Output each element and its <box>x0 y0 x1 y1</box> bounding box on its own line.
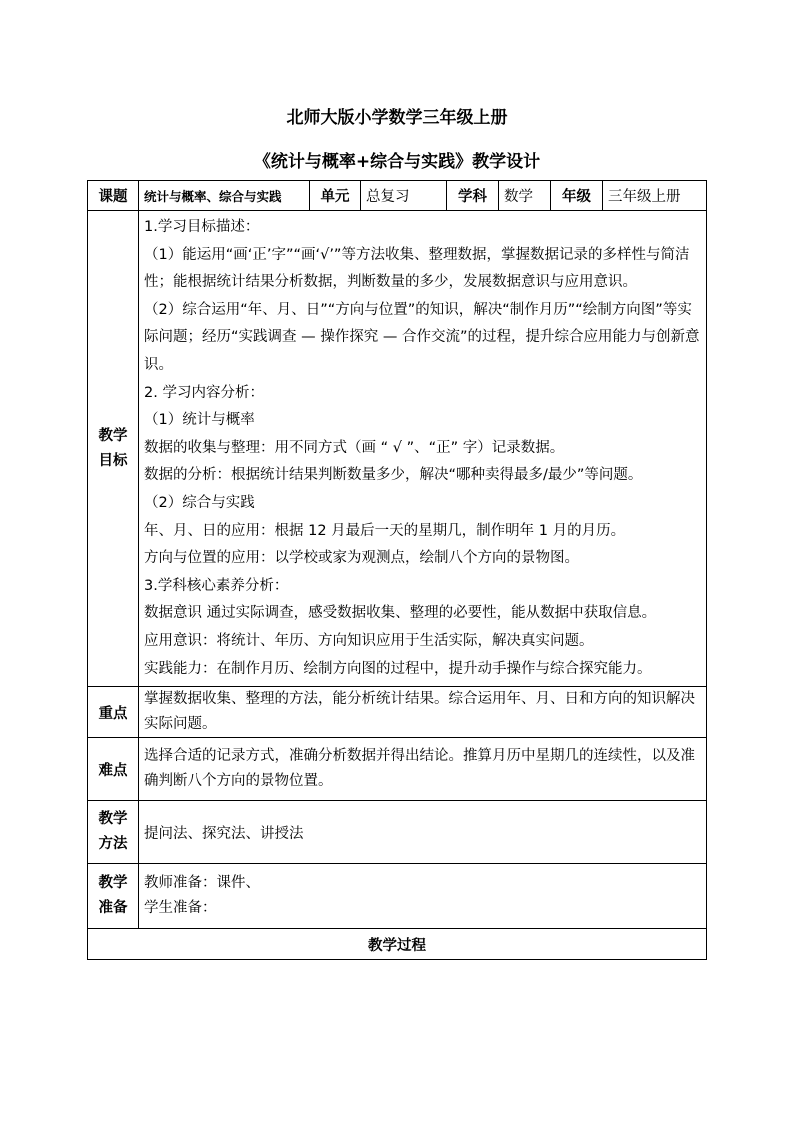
methods-label: 教学 方法 <box>88 801 139 864</box>
objective-line: 数据的分析：根据统计结果判断数量多少，解决“哪种卖得最多/最少”等问题。 <box>144 467 643 484</box>
methods-text: 提问法、探究法、讲授法 <box>139 801 707 864</box>
objectives-row <box>88 211 707 687</box>
topic-value: 统计与概率、综合与实践 <box>144 188 282 204</box>
difficulties-row <box>88 738 707 801</box>
unit-label: 单元 <box>310 181 361 211</box>
objective-line: 1.学习目标描述： <box>144 219 260 235</box>
teacher-preparation: 教师准备：课件、 <box>144 875 260 892</box>
objective-line: （1）统计与概率 <box>144 412 255 429</box>
objectives-label: 教学 目标 <box>88 211 139 687</box>
document-title: 北师大版小学数学三年级上册 <box>286 108 508 128</box>
objective-line: （2）综合运用“年、月、日”“方向与位置”的知识，解决“制作月历”“绘制方向图”等实际问题；经历“实践调查 — 操作探究 — 合作交流”的过程，提升综合应用能力与创新意识。 <box>144 301 700 373</box>
document-subtitle: 《统计与概率+综合与实践》教学设计 <box>253 152 541 172</box>
objective-line: 年、月、日的应用：根据 12 月最后一天的星期几，制作明年 1 月的月历。 <box>144 522 626 539</box>
topic-label: 课题 <box>88 181 139 211</box>
grade-value: 三年级上册 <box>603 181 707 211</box>
objective-line: 3.学科核心素养分析： <box>144 577 289 594</box>
key-points-row <box>88 687 707 738</box>
objective-line: （1）能运用“画‘正’字”“画‘√’”等方法收集、整理数据，掌握数据记录的多样性与简洁性；能根据统计结果分析数据，判断数量的多少，发展数据意识与应用意识。 <box>144 246 690 291</box>
objective-line: 方向与位置的应用：以学校或家为观测点，绘制八个方向的景物图。 <box>144 550 579 567</box>
key-points-text: 掌握数据收集、整理的方法，能分析统计结果。综合运用年、月、日和方向的知识解决实际问题。 <box>139 687 707 738</box>
preparation-content <box>139 864 707 929</box>
preparation-label: 教学 准备 <box>88 864 139 929</box>
grade-label: 年级 <box>551 181 603 211</box>
objective-line: 数据的收集与整理：用不同方式（画 “ √ ”、“正” 字）记录数据。 <box>144 439 565 456</box>
key-points-label: 重点 <box>88 687 139 738</box>
process-heading: 教学过程 <box>88 929 707 960</box>
preparation-row <box>88 864 707 929</box>
subject-label: 学科 <box>447 181 499 211</box>
objective-line: （2）综合与实践 <box>144 494 255 511</box>
difficulties-text: 选择合适的记录方式，准确分析数据并得出结论。推算月历中星期几的连续性，以及准确判断八个方向的景物位置。 <box>139 738 707 801</box>
objectives-content <box>139 211 707 687</box>
difficulties-label: 难点 <box>88 738 139 801</box>
lesson-plan-table <box>87 180 707 960</box>
methods-row <box>88 801 707 864</box>
unit-value: 总复习 <box>361 181 447 211</box>
info-row <box>88 181 707 211</box>
objective-line: 应用意识：将统计、年历、方向知识应用于生活实际，解决真实问题。 <box>144 632 594 649</box>
objective-line: 实践能力：在制作月历、绘制方向图的过程中，提升动手操作与综合探究能力。 <box>144 660 652 677</box>
student-preparation: 学生准备： <box>144 900 217 917</box>
objective-line: 2. 学习内容分析： <box>144 384 264 401</box>
process-row <box>88 929 707 960</box>
objective-line: 数据意识 通过实际调查，感受数据收集、整理的必要性，能从数据中获取信息。 <box>144 605 657 622</box>
subject-value: 数学 <box>499 181 551 211</box>
